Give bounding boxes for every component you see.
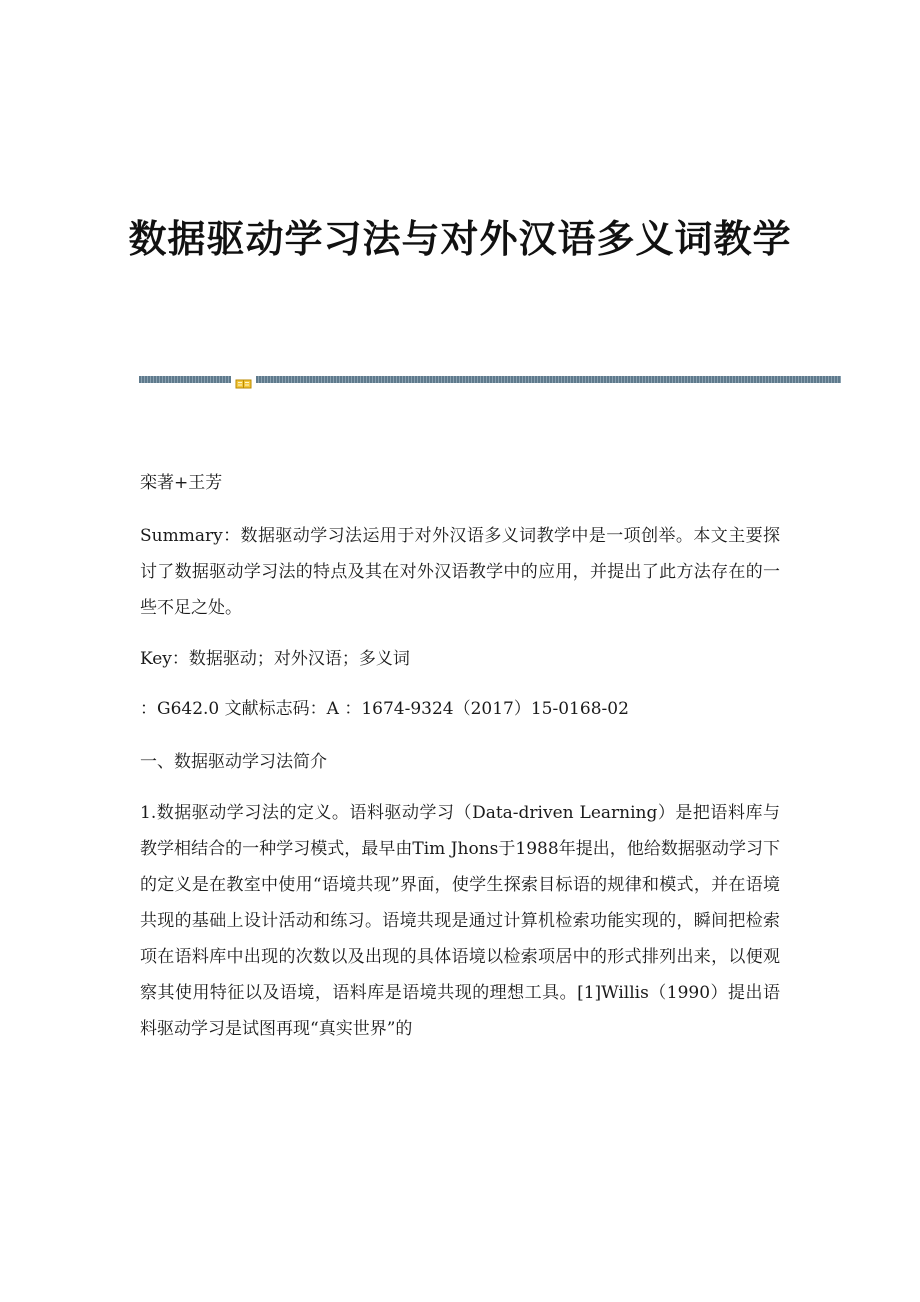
keywords-line: Key：数据驱动；对外汉语；多义词 [140,649,410,669]
document-body [140,465,780,1047]
document-title: 数据驱动学习法与对外汉语多义词教学 [128,217,792,261]
title-divider [139,374,841,384]
body-paragraph: 1.数据驱动学习法的定义。语料驱动学习（Data-driven Learning）是把语料库与教学相结合的一种学习模式，最早由Tim Jhons于1988年提出，他给数据驱动学习下的定义是在教室中使用“语境共现”界面，使学生探索目标语的规律和模式，并在语境共现的基础上设计活动和练习。语境共现是通过计算机检索功能实现的，瞬间把检索项在语料库中出现的次数以及出现的具体语境以检索项居中的形式排列出来，以便观察其使用特征以及语境，语料库是语境共现的理想工具。[1]Willis（1990）提出语料驱动学习是试图再现“真实世界”的 [140,803,780,1039]
divider-bar-right [256,376,841,383]
divider-bar-left [139,376,231,383]
author-line: 栾著+王芳 [140,473,223,493]
summary-paragraph: Summary：数据驱动学习法运用于对外汉语多义词教学中是一项创举。本文主要探讨了数据驱动学习法的特点及其在对外汉语教学中的应用，并提出了此方法存在的一些不足之处。 [140,526,780,618]
book-ornament-icon [235,374,252,384]
classification-line: ：G642.0 文献标志码：A ：1674-9324（2017）15-0168-02 [140,699,629,719]
section-heading: 一、数据驱动学习法简介 [140,752,327,772]
